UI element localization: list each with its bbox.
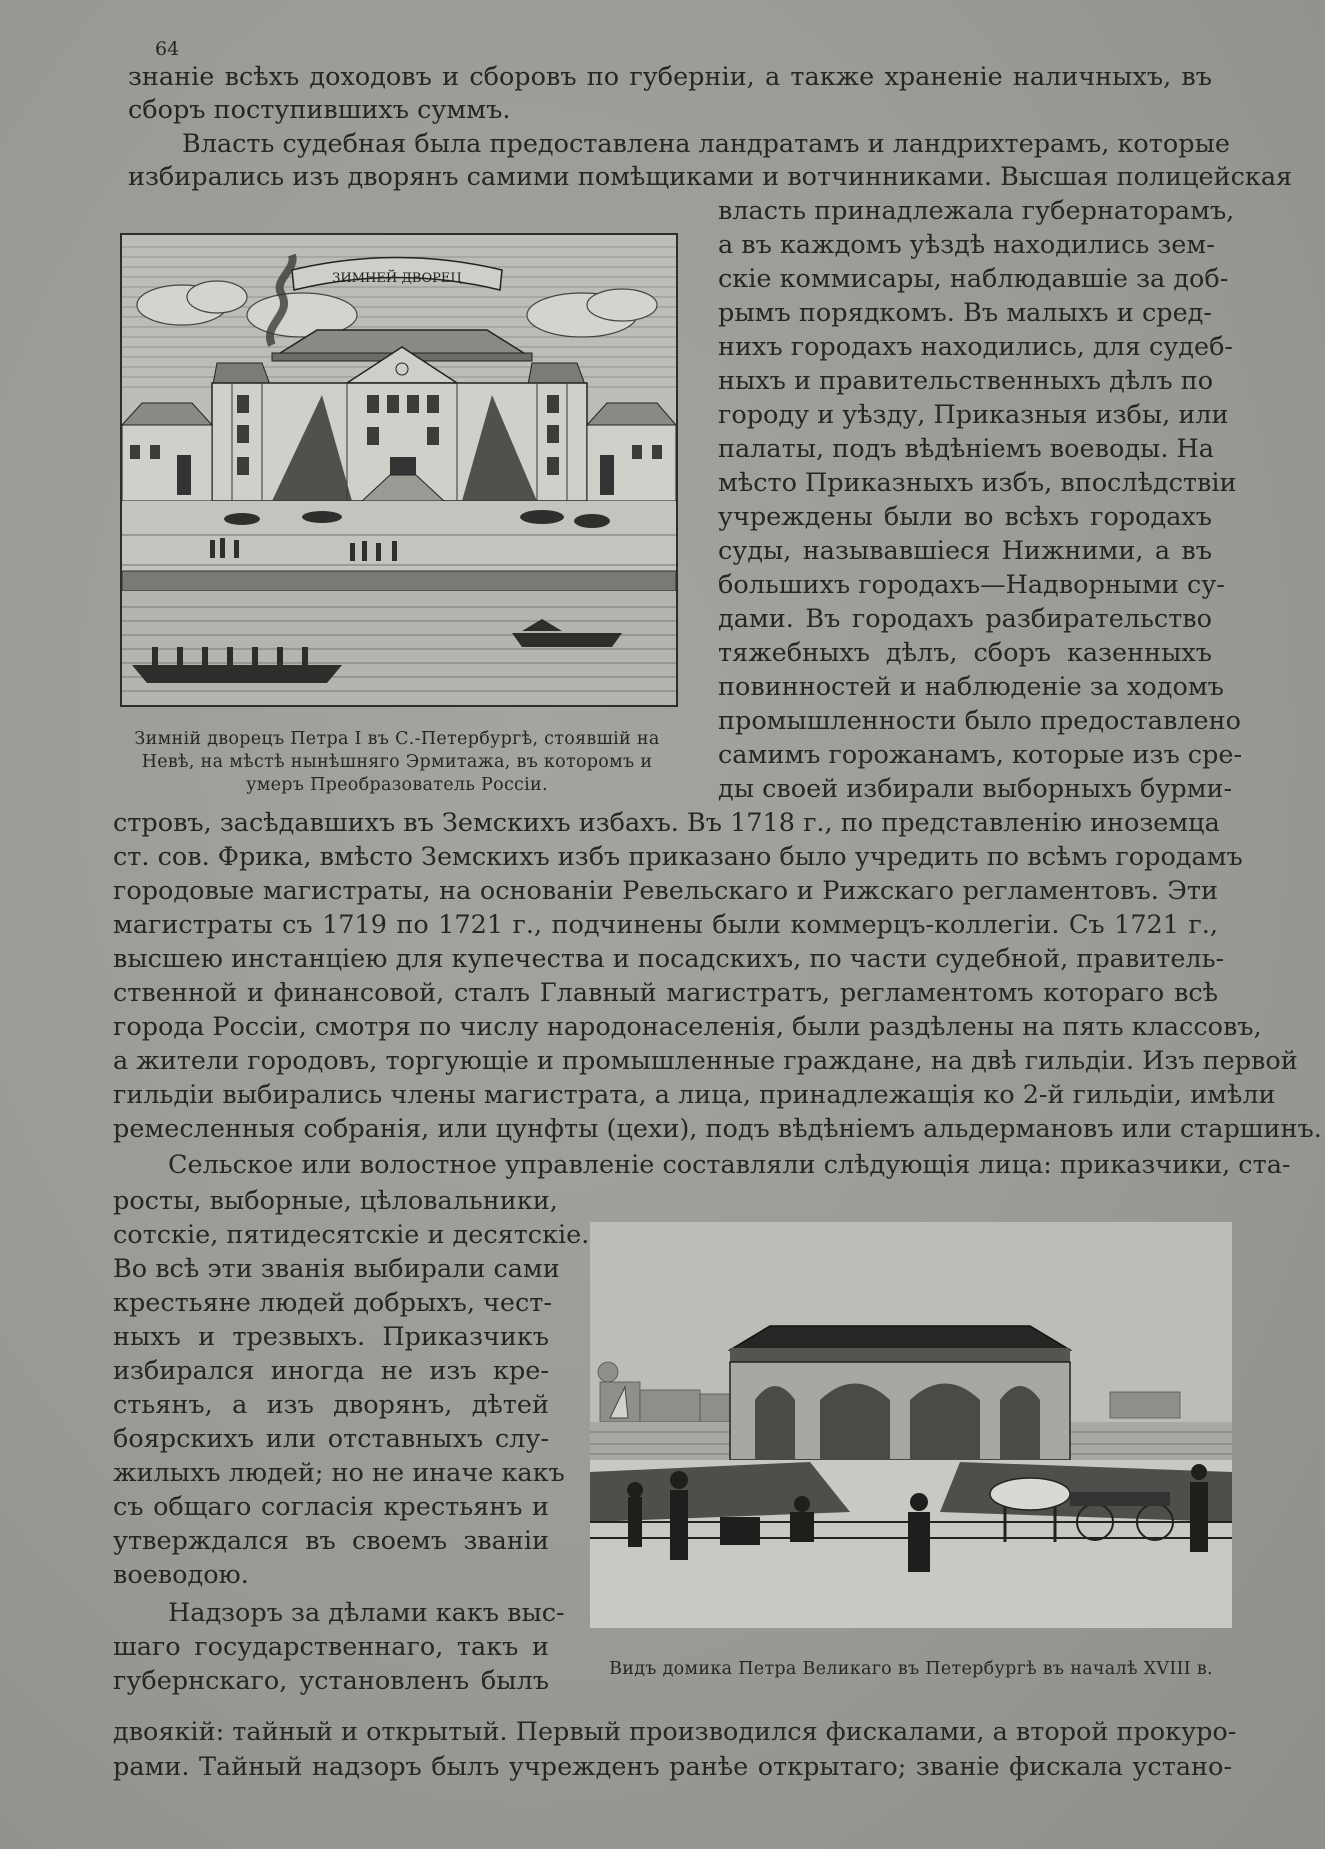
- text-line: воеводою.: [113, 1560, 249, 1590]
- text-line: суды, называвшіеся Нижними, а въ: [718, 536, 1212, 566]
- text-line: повинностей и наблюденіе за ходомъ: [718, 672, 1224, 702]
- text-line: утверждался въ своемъ званіи: [113, 1526, 549, 1556]
- text-line: Власть судебная была предоставлена ландратамъ и ландрихтерамъ, которые: [182, 129, 1230, 159]
- text-line: городу и уѣзду, Приказныя избы, или: [718, 400, 1229, 430]
- text-line: рами. Тайный надзоръ былъ учрежденъ ранѣе открытаго; званіе фискала устано-: [113, 1752, 1232, 1782]
- text-line: рымъ порядкомъ. Въ малыхъ и сред-: [718, 298, 1212, 328]
- text-line: большихъ городахъ—Надворными су-: [718, 570, 1225, 600]
- text-line: Надзоръ за дѣлами какъ выс-: [168, 1598, 565, 1628]
- figure1-caption: [110, 728, 684, 797]
- text-line: промышленности было предоставлено: [718, 706, 1241, 736]
- text-line: мѣсто Приказныхъ избъ, впослѣдствіи: [718, 468, 1237, 498]
- text-line: жилыхъ людей; но не иначе какъ: [113, 1458, 565, 1488]
- text-line: съ общаго согласія крестьянъ и: [113, 1492, 549, 1522]
- text-line: магистраты съ 1719 по 1721 г., подчинены были коммерцъ-коллегіи. Съ 1721 г.,: [113, 910, 1218, 940]
- text-line: ственной и финансовой, сталъ Главный магистратъ, регламентомъ котораго всѣ: [113, 978, 1218, 1008]
- text-line: города Россіи, смотря по числу народонаселенія, были раздѣлены на пять классовъ,: [113, 1012, 1262, 1042]
- text-line: ныхъ и правительственныхъ дѣлъ по: [718, 366, 1214, 396]
- text-line: ст. сов. Фрика, вмѣсто Земскихъ избъ приказано было учредить по всѣмъ городамъ: [113, 842, 1243, 872]
- text-line: самимъ горожанамъ, которые изъ сре-: [718, 740, 1243, 770]
- text-line: стьянъ, а изъ дворянъ, дѣтей: [113, 1390, 549, 1420]
- text-line: дами. Въ городахъ разбирательство: [718, 604, 1212, 634]
- text-line: ныхъ и трезвыхъ. Приказчикъ: [113, 1322, 549, 1352]
- text-line: губернскаго, установленъ былъ: [113, 1666, 549, 1696]
- caption-line: Зимній дворецъ Петра I въ С.-Петербургѣ, стоявшій на: [134, 729, 660, 749]
- text-line: боярскихъ или отставныхъ слу-: [113, 1424, 549, 1454]
- text-line: а жители городовъ, торгующіе и промышленные граждане, на двѣ гильдіи. Изъ первой: [113, 1046, 1298, 1076]
- caption-line: Невѣ, на мѣстѣ нынѣшняго Эрмитажа, въ которомъ и: [141, 752, 653, 772]
- text-line: росты, выборные, цѣловальники,: [113, 1186, 558, 1216]
- text-line: а въ каждомъ уѣздѣ находились зем-: [718, 230, 1215, 260]
- text-line: сотскіе, пятидесятскіе и десятскіе.: [113, 1220, 590, 1250]
- winter-palace-illustration: [122, 235, 676, 705]
- text-line: ремесленныя собранія, или цунфты (цехи), подъ вѣдѣніемъ альдермановъ или старшинъ.: [113, 1114, 1322, 1144]
- text-line: ды своей избирали выборныхъ бурми-: [718, 774, 1233, 804]
- winter-palace-engraving: [120, 233, 678, 707]
- peter-house-illustration-frame: [590, 1222, 1232, 1628]
- figure2-caption: Видъ домика Петра Великаго въ Петербургѣ въ началѣ XVIII в.: [609, 1659, 1213, 1679]
- text-line: стровъ, засѣдавшихъ въ Земскихъ избахъ. Въ 1718 г., по представленію иноземца: [113, 808, 1220, 838]
- text-line: сборъ поступившихъ суммъ.: [128, 95, 511, 125]
- text-line: тяжебныхъ дѣлъ, сборъ казенныхъ: [718, 638, 1212, 668]
- caption-line: умеръ Преобразователь Россіи.: [246, 775, 548, 795]
- page-number: 64: [155, 38, 180, 60]
- banner-text: ЗИМНЕЙ ДВОРЕЦ: [332, 271, 462, 286]
- text-line: власть принадлежала губернаторамъ,: [718, 196, 1235, 226]
- text-line: высшею инстанціею для купечества и посадскихъ, по части судебной, правитель-: [113, 944, 1225, 974]
- text-line: крестьяне людей добрыхъ, чест-: [113, 1288, 552, 1318]
- text-line: нихъ городахъ находились, для судеб-: [718, 332, 1234, 362]
- text-line: городовые магистраты, на основаніи Ревельскаго и Рижскаго регламентовъ. Эти: [113, 876, 1218, 906]
- peter-house-illustration: [590, 1222, 1232, 1628]
- text-line: Сельское или волостное управленіе составляли слѣдующія лица: приказчики, ста-: [168, 1150, 1291, 1180]
- text-line: скіе коммисары, наблюдавшіе за доб-: [718, 264, 1229, 294]
- text-line: избирался иногда не изъ кре-: [113, 1356, 549, 1386]
- text-line: учреждены были во всѣхъ городахъ: [718, 502, 1212, 532]
- text-line: Во всѣ эти званія выбирали сами: [113, 1254, 560, 1284]
- text-line: избирались изъ дворянъ самими помѣщиками и вотчинниками. Высшая полицейская: [128, 162, 1293, 192]
- text-line: знаніе всѣхъ доходовъ и сборовъ по губерніи, а также храненіе наличныхъ, въ: [128, 62, 1212, 92]
- text-line: двоякій: тайный и открытый. Первый производился фискалами, а второй прокуро-: [113, 1717, 1237, 1747]
- text-line: палаты, подъ вѣдѣніемъ воеводы. На: [718, 434, 1214, 464]
- text-line: гильдіи выбирались члены магистрата, а лица, принадлежащія ко 2-й гильдіи, имѣли: [113, 1080, 1276, 1110]
- text-line: шаго государственнаго, такъ и: [113, 1632, 549, 1662]
